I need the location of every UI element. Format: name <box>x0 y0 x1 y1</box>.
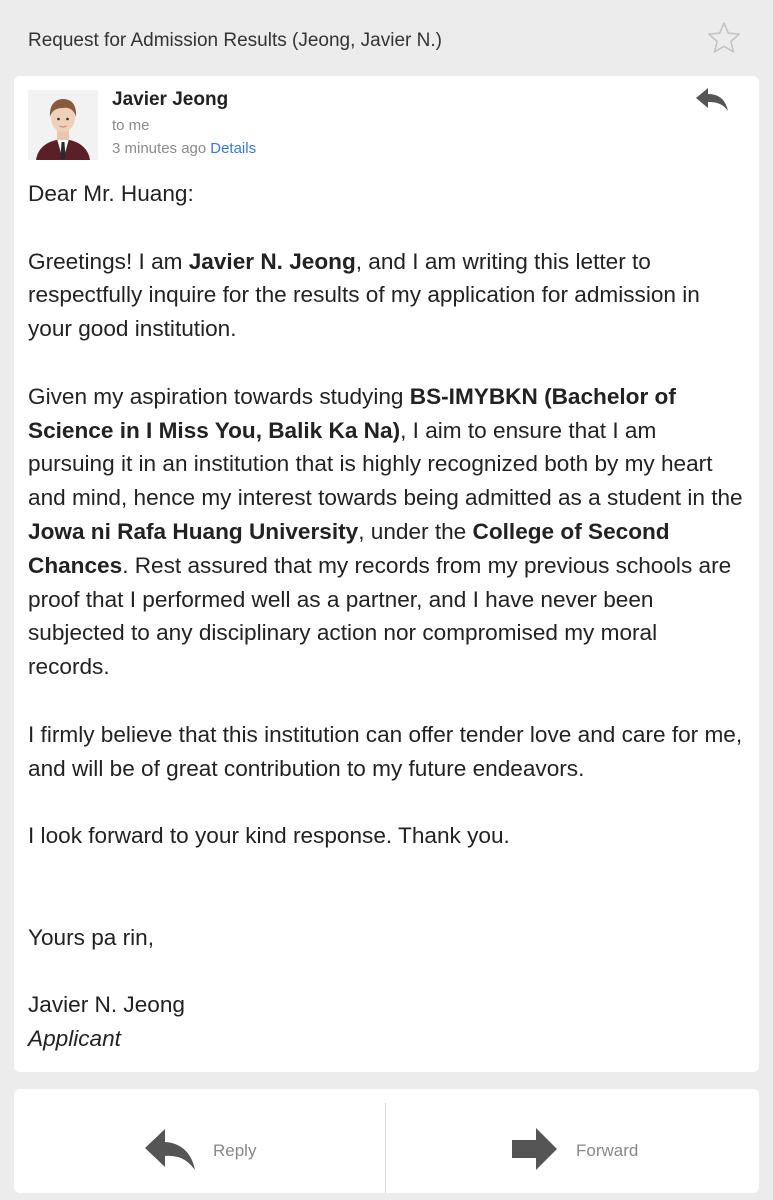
text-run: , under the <box>358 518 473 544</box>
star-icon[interactable] <box>706 20 742 56</box>
bottom-edge <box>0 1193 773 1200</box>
salutation: Dear Mr. Huang: <box>28 181 194 206</box>
timestamp: 3 minutes ago <box>112 140 207 157</box>
forward-button[interactable] <box>386 1089 757 1193</box>
avatar-photo-icon <box>28 90 98 160</box>
subject-bar <box>0 0 773 76</box>
text-run: Greetings! I am <box>28 248 189 274</box>
email-meta <box>112 140 256 157</box>
closing: Yours pa rin, <box>28 924 155 950</box>
reply-button[interactable] <box>14 1089 385 1193</box>
college-bold: College of Second Chances <box>28 518 670 578</box>
university-bold: Jowa ni Rafa Huang University <box>28 518 359 544</box>
text-run: . Rest assured that my records from my previous schools are proof that I performed well as a partner, and I have never been subjected to any disciplinary action nor compromised my moral records. <box>28 552 732 680</box>
sender-name: Javier Jeong <box>112 89 229 110</box>
degree-bold: BS-IMYBKN (Bachelor of Science in I Miss You, Balik Ka Na) <box>28 383 676 443</box>
avatar[interactable] <box>28 90 98 160</box>
email-card <box>14 76 759 1072</box>
paragraph-1 <box>28 245 744 346</box>
signature-name: Javier N. Jeong <box>28 992 185 1018</box>
details-link[interactable]: Details <box>210 140 257 157</box>
email-subject: Request for Admission Results (Jeong, Javier N.) <box>28 30 442 51</box>
signature-title: Applicant <box>28 1025 121 1051</box>
action-bar <box>14 1089 759 1193</box>
recipient-label: to me <box>112 117 150 134</box>
email-body <box>28 177 744 1056</box>
text-run: , and I am writing this letter to respectfully inquire for the results of my application for admission in your good institution. <box>28 248 700 342</box>
text-run: Given my aspiration towards studying <box>28 383 410 409</box>
paragraph-3: I firmly believe that this institution can offer tender love and care for me, and will be of great contribution to my future endeavors. <box>28 721 743 781</box>
reply-arrow-icon <box>144 1127 196 1171</box>
applicant-name-bold: Javier N. Jeong <box>188 248 356 274</box>
paragraph-2 <box>28 380 744 684</box>
reply-label: Reply <box>213 1141 257 1160</box>
forward-label: Forward <box>576 1141 639 1160</box>
forward-arrow-icon <box>510 1127 558 1171</box>
reply-icon[interactable] <box>694 84 730 114</box>
paragraph-4: I look forward to your kind response. Thank you. <box>28 823 510 849</box>
text-run: , I aim to ensure that I am pursuing it in an institution that is highly recognized both by my heart and mind, hence my interest towards being admitted as a student in the <box>28 417 743 511</box>
